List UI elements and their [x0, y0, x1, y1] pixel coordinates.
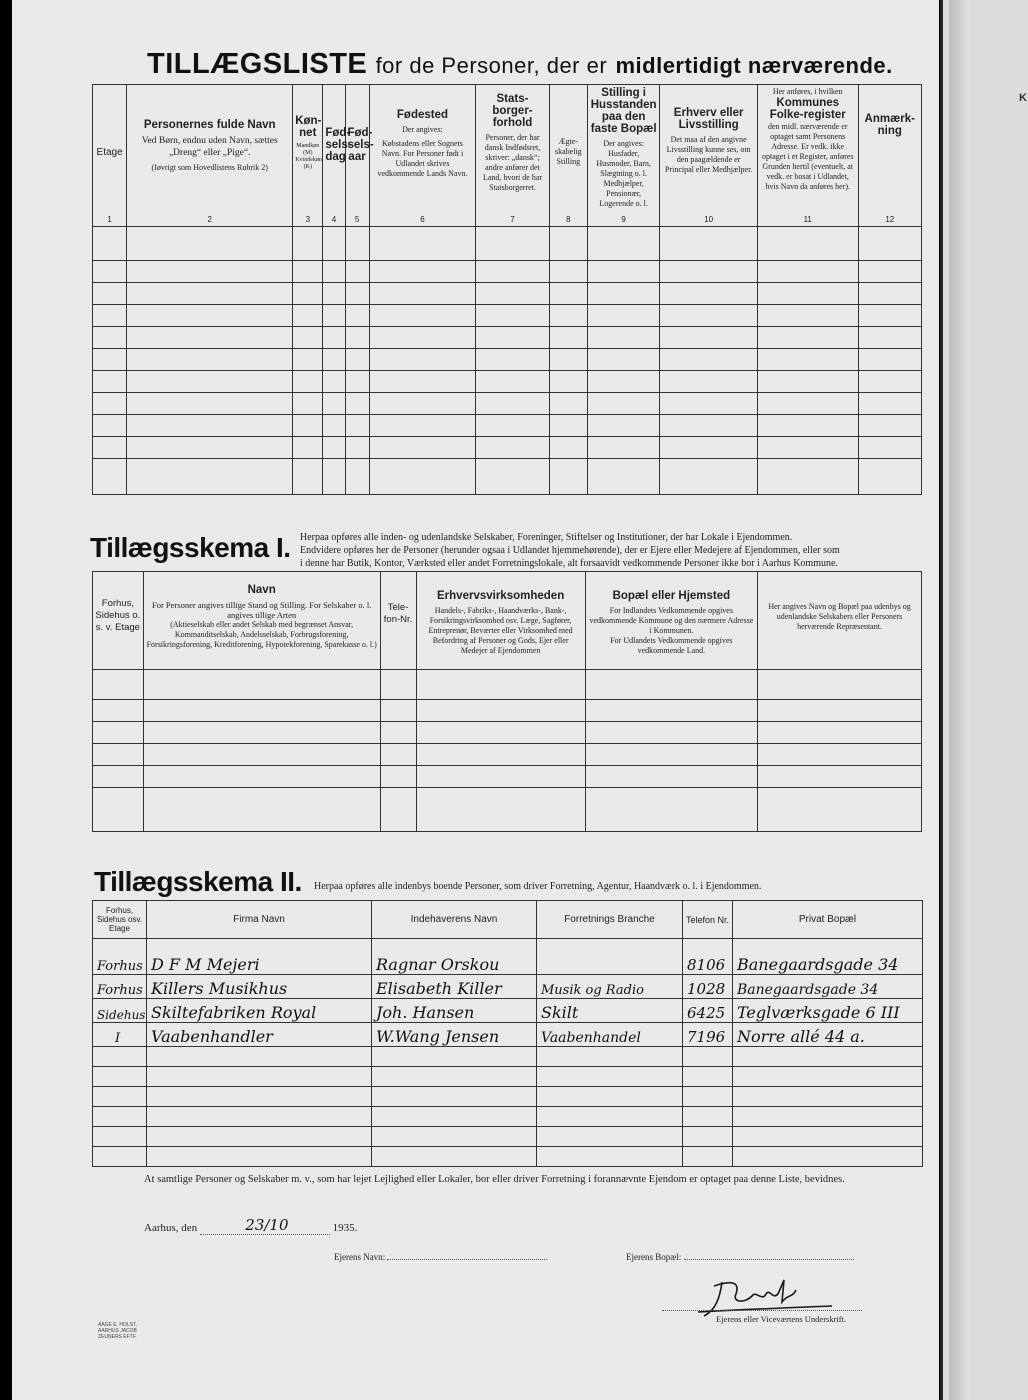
col-aegteskab: Ægte-skabelig Stilling 8 — [549, 85, 587, 227]
skema2-table — [92, 900, 923, 1167]
s2-col-branche: Forretnings Branche — [537, 901, 683, 939]
table-row — [93, 722, 922, 744]
table-row — [93, 1087, 923, 1107]
owner-name-line: Ejerens Navn: — [334, 1252, 547, 1262]
cell-bopael: Norre allé 44 a. — [733, 1023, 923, 1047]
cell-telefon: 8106 — [683, 939, 733, 975]
date-line: Aarhus, den 23/10 1935. — [144, 1216, 358, 1234]
s1-col-navn: Navn For Personer angives tillige Stand og Stilling. For Selskaber o. l. angives tillige Arten (Aktieselskab eller andet Selskab med begrænset Ansvar, Kommanditselskab, Andelsselskab, Forbrugsforening, Forsikringsforening, Kreditforening, Hypotekforening, Sparekasse o. l.) — [143, 572, 380, 670]
table-row — [93, 999, 923, 1023]
skema2-title: Tillægsskema II. — [94, 866, 302, 897]
right-page-mark: K — [1019, 92, 1027, 104]
col-foedselsdag: Fød-sels-dag 4 — [323, 85, 345, 227]
cell-bopael: Teglværksgade 6 III — [733, 999, 923, 1023]
adjacent-page — [940, 0, 1028, 1400]
col-foedselsaar: Fød-sels-aar 5 — [345, 85, 369, 227]
main-list-title: TILLÆGSLISTE for de Personer, der er midlertidigt nærværende. — [147, 48, 893, 80]
cell-indehaver: Ragnar Orskou — [372, 939, 537, 975]
cell-bopael: Banegaardsgade 34 — [733, 975, 923, 999]
table-row — [93, 1067, 923, 1087]
s2-col-etage: Forhus, Sidehus osv. Etage — [93, 901, 147, 939]
skema2-description: Herpaa opføres alle indenbys boende Personer, som driver Forretning, Agentur, Haandværk o. l. i Ejendommen. — [314, 881, 762, 892]
cell-firma: D F M Mejeri — [147, 939, 372, 975]
table-row — [93, 261, 922, 283]
table-row — [93, 437, 922, 459]
s2-col-bopael: Privat Bopæl — [733, 901, 923, 939]
table-row — [93, 349, 922, 371]
table-row — [93, 415, 922, 437]
owner-address-line: Ejerens Bopæl: — [626, 1252, 854, 1262]
col-folkeregister: Her anføres, i hvilken Kommunes Folke-register den midl. nærværende er optaget samt Personens Adresse. Er vedk. ikke optaget i et Register, anføres Grunden hertil (eventuelt, at vedk. er bosat i Udlandet, hvis Navn da anføres her). 11 — [757, 85, 858, 227]
cell-branche: Skilt — [537, 999, 683, 1023]
signature-label: Ejerens eller Viceværtens Underskrift. — [716, 1314, 847, 1324]
s1-col-telefon: Tele-fon-Nr. — [380, 572, 416, 670]
form-page — [12, 0, 939, 1400]
cell-etage: Forhus — [93, 975, 147, 999]
col-erhverv: Erhverv eller Livsstilling Det maa af den angivne Livsstilling kunne ses, om den paagældende er Principal eller Medhjælper. 10 — [660, 85, 758, 227]
table-row — [93, 227, 922, 261]
table-row — [93, 283, 922, 305]
table-row — [93, 939, 923, 975]
cell-etage: Forhus — [93, 939, 147, 975]
table-row — [93, 393, 922, 415]
s2-col-indehaver: Indehaverens Navn — [372, 901, 537, 939]
table-row — [93, 459, 922, 495]
cell-telefon: 1028 — [683, 975, 733, 999]
date-handwritten: 23/10 — [245, 1216, 289, 1234]
skema1-header-row — [93, 572, 922, 670]
signature-line — [662, 1310, 862, 1311]
table-row — [93, 700, 922, 722]
col-stilling: Stilling i Husstanden paa den faste Bopæl Der angives: Husfader, Husmoder, Barn, Slægtning o. l. Medhjælper, Pensionær, Logerende o. l. 9 — [587, 85, 659, 227]
skema1-title: Tillægsskema I. — [90, 532, 291, 563]
col-etage: Etage 1 — [93, 85, 127, 227]
cell-indehaver: Joh. Hansen — [372, 999, 537, 1023]
s1-col-bopael: Bopæl eller Hjemsted For Indlandets Vedkommende opgives vedkommende Kommune og den nærmere Adresse i Kommunen. For Udlandets Vedkommende opgives vedkommende Land. — [585, 572, 757, 670]
table-row — [93, 670, 922, 700]
skema2-header-row — [93, 901, 923, 939]
cell-branche — [537, 939, 683, 975]
s1-col-erhverv: Erhvervsvirksomheden Handels-, Fabriks-, Haandværks-, Bank-, Forsikringsvirksomhed osv. Læge, Sagfører, Entreprenør, Beværter eller Virksomhed med Befordring af Personer og Gods, Ejer eller Medejer af Ejendommen — [416, 572, 585, 670]
table-row — [93, 327, 922, 349]
col-foedested: Fødested Der angives: Købstadens eller Sognets Navn. For Personer født i Udlandet skrives vedkommende Lands Navn. 6 — [369, 85, 476, 227]
table-row — [93, 1147, 923, 1167]
col-statsborger: Stats-borger-forhold Personer, der har dansk Indfødsret, skriver: „dansk“; andre anfører det Land, hvori de har Statsborgerret. 7 — [476, 85, 549, 227]
table-row — [93, 788, 922, 832]
table-row — [93, 371, 922, 393]
s1-col-repraesentant: Her angives Navn og Bopæl paa udenbys og udenlandske Selskabers eller Personers herværende Repræsentant. — [758, 572, 922, 670]
table-row — [93, 305, 922, 327]
cell-bopael: Banegaardsgade 34 — [733, 939, 923, 975]
cell-telefon: 6425 — [683, 999, 733, 1023]
cell-indehaver: Elisabeth Killer — [372, 975, 537, 999]
table-row — [93, 1023, 923, 1047]
skema1-description: Herpaa opføres alle inden- og udenlandske Selskaber, Foreninger, Stiftelser og Institutioner, der har Lokale i Ejendommen. Endvidere opføres her de Personer (herunder ogsaa i Udlandet hjemmehørende), der er Ejere eller Medejere af Ejendommen, eller som i denne har Butik, Kontor, Værksted eller andet Forretningslokale, alt forsaavidt vedkommende Personer ikke bor i Aarhus Kommune. — [300, 532, 840, 569]
main-header-row — [93, 85, 922, 227]
col-navn: Personernes fulde Navn Ved Børn, endnu uden Navn, sættes „Dreng“ eller „Pige“. (Iøvrigt som Hovedlistens Rubrik 2) 2 — [127, 85, 293, 227]
cell-etage: Sidehus — [93, 999, 147, 1023]
table-row — [93, 766, 922, 788]
col-anmaerkning: Anmærk-ning 12 — [858, 85, 921, 227]
printer-mark: AAGE E. HOLST, AARHUS JACOB ZEUNERS EFTF. — [98, 1322, 137, 1340]
cell-etage: I — [93, 1023, 147, 1047]
cell-firma: Skiltefabriken Royal — [147, 999, 372, 1023]
page-fold — [949, 0, 969, 1400]
table-row — [93, 1107, 923, 1127]
cell-firma: Killers Musikhus — [147, 975, 372, 999]
cell-indehaver: W.Wang Jensen — [372, 1023, 537, 1047]
skema1-table — [92, 571, 922, 832]
table-row — [93, 1127, 923, 1147]
table-row — [93, 975, 923, 999]
s2-col-firma: Firma Navn — [147, 901, 372, 939]
cell-firma: Vaabenhandler — [147, 1023, 372, 1047]
attestation-statement: At samtlige Personer og Selskaber m. v., som har lejet Lejlighed eller Lokaler, bor eller driver Forretning i forannævnte Ejendom er optaget paa denne Liste, bevidnes. — [144, 1174, 845, 1185]
s1-col-etage: Forhus, Sidehus o. s. v. Etage — [93, 572, 144, 670]
cell-branche: Vaabenhandel — [537, 1023, 683, 1047]
cell-branche: Musik og Radio — [537, 975, 683, 999]
table-row — [93, 744, 922, 766]
s2-col-telefon: Telefon Nr. — [683, 901, 733, 939]
main-list-table — [92, 84, 922, 495]
cell-telefon: 7196 — [683, 1023, 733, 1047]
table-row — [93, 1047, 923, 1067]
col-koen: Køn-net Mandkøn (M) Kvindekøn (K) 3 — [293, 85, 323, 227]
